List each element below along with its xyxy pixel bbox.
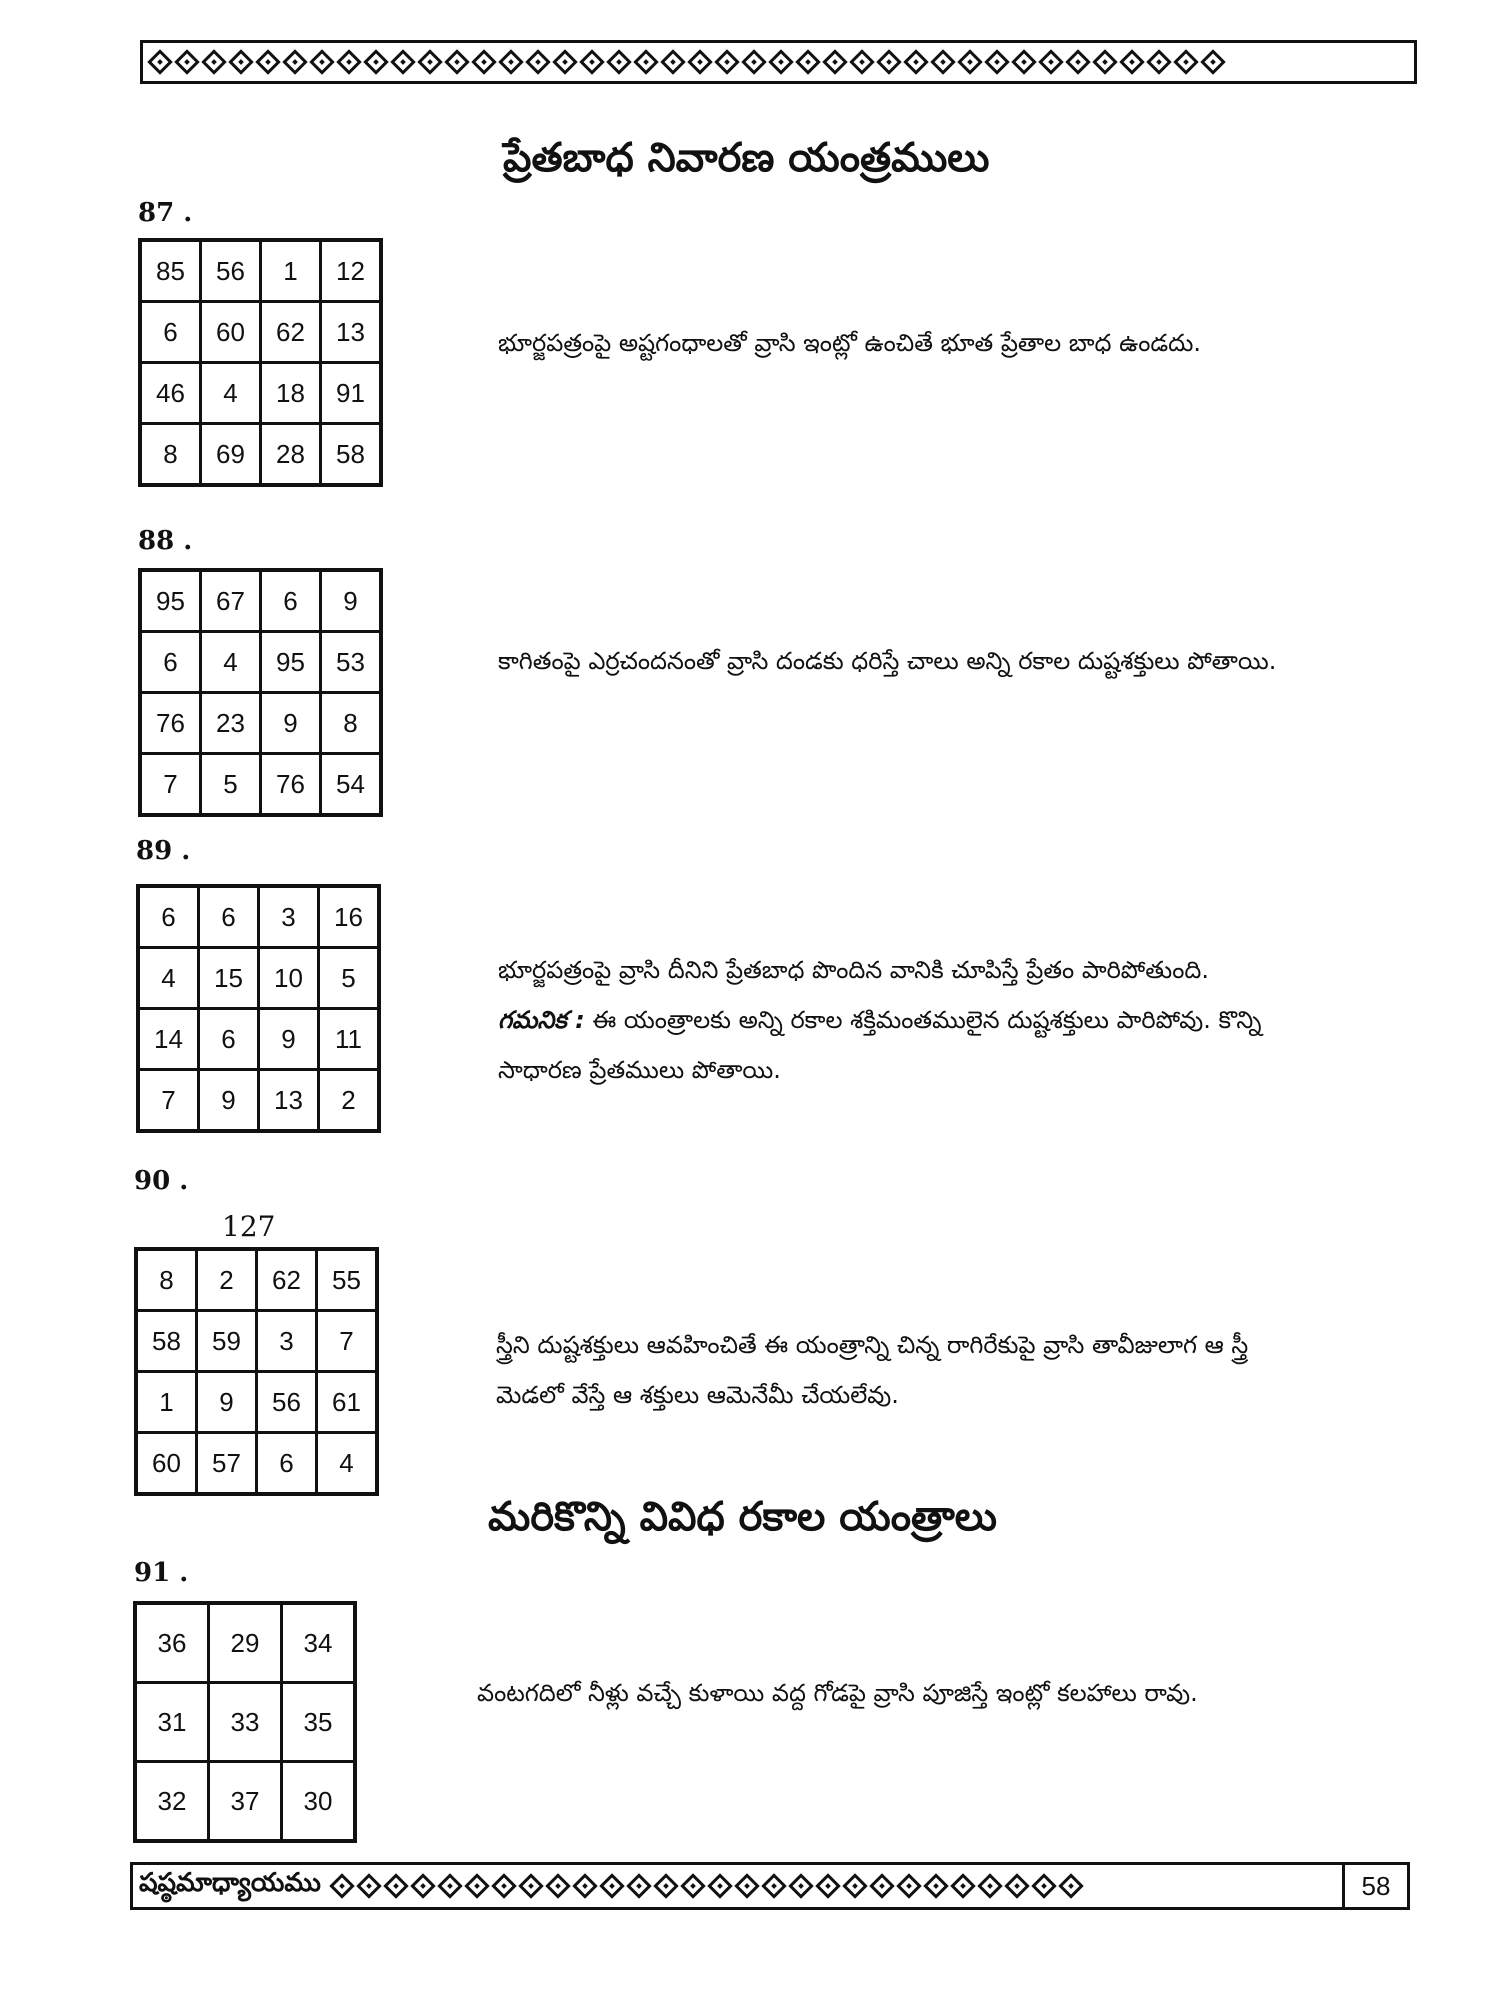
grid-cell: 69 <box>201 424 261 486</box>
footer-decorative-border <box>329 1865 1342 1907</box>
diamond-ornament <box>896 1873 921 1898</box>
diamond-ornament <box>282 49 307 74</box>
grid-cell: 23 <box>201 693 261 754</box>
grid-cell: 2 <box>197 1249 257 1311</box>
yantra-number: 88 . <box>138 526 193 556</box>
grid-cell: 1 <box>136 1372 197 1433</box>
grid-cell: 9 <box>321 570 382 632</box>
grid-cell: 29 <box>209 1603 282 1683</box>
grid-row <box>136 1433 377 1495</box>
grid-cell: 58 <box>321 424 382 486</box>
yantra-number: 89 . <box>136 836 191 866</box>
main-heading: ప్రేతబాధ నివారణ యంత్రములు <box>503 135 990 181</box>
grid-cell: 7 <box>140 754 201 816</box>
yantra-description: భూర్జపత్రంపై అష్టగంధాలతో వ్రాసి ఇంట్లో ఉంచితే భూత ప్రేతాల బాధ ఉండదు. <box>498 329 1202 357</box>
grid-cell: 5 <box>319 948 380 1009</box>
grid-row <box>136 1372 377 1433</box>
chapter-title: షష్ఠమాధ్యాయము <box>139 1868 321 1898</box>
diamond-ornament <box>977 1873 1002 1898</box>
grid-cell: 15 <box>199 948 259 1009</box>
diamond-ornament <box>498 49 523 74</box>
diamond-ornament <box>390 49 415 74</box>
diamond-ornament <box>471 49 496 74</box>
diamond-ornament <box>660 49 685 74</box>
diamond-ornament <box>930 49 955 74</box>
grid-row <box>136 1311 377 1372</box>
grid-cell: 54 <box>321 754 382 816</box>
diamond-ornament <box>1200 49 1225 74</box>
diamond-ornament <box>572 1873 597 1898</box>
note-text: ఈ యంత్రాలకు అన్ని రకాల శక్తిమంతములైన దుష్టశక్తులు పారిపోవు. కొన్ని <box>592 1006 1262 1034</box>
yantra-grid <box>134 1247 379 1496</box>
yantra-description: కాగితంపై ఎర్రచందనంతో వ్రాసి దండకు ధరిస్తే చాలు అన్ని రకాల దుష్టశక్తులు పోతాయి. <box>498 647 1277 675</box>
grid-row <box>138 1009 379 1070</box>
grid-cell: 3 <box>259 886 319 948</box>
grid-cell: 12 <box>321 240 382 302</box>
grid-cell: 95 <box>261 632 321 693</box>
diamond-ornament <box>707 1873 732 1898</box>
grid-cell: 10 <box>259 948 319 1009</box>
grid-cell: 6 <box>261 570 321 632</box>
diamond-ornament <box>1011 49 1036 74</box>
diamond-ornament <box>869 1873 894 1898</box>
diamond-ornament <box>545 1873 570 1898</box>
diamond-ornament <box>518 1873 543 1898</box>
grid-cell: 9 <box>259 1009 319 1070</box>
diamond-ornament <box>680 1873 705 1898</box>
grid-cell: 61 <box>317 1372 378 1433</box>
yantra-number: 87 . <box>138 198 193 228</box>
diamond-ornament <box>491 1873 516 1898</box>
diamond-ornament <box>687 49 712 74</box>
diamond-ornament <box>599 1873 624 1898</box>
diamond-ornament <box>147 49 172 74</box>
grid-cell: 6 <box>199 1009 259 1070</box>
diamond-ornament <box>255 49 280 74</box>
diamond-ornament <box>525 49 550 74</box>
grid-cell: 18 <box>261 363 321 424</box>
grid-cell: 4 <box>201 632 261 693</box>
diamond-ornament <box>444 49 469 74</box>
grid-row <box>140 754 381 816</box>
secondary-heading: మరికొన్ని వివిధ రకాల యంత్రాలు <box>488 1494 997 1540</box>
diamond-ornament <box>761 1873 786 1898</box>
diamond-ornament <box>356 1873 381 1898</box>
grid-row <box>140 570 381 632</box>
grid-cell: 35 <box>282 1683 356 1762</box>
diamond-ornament <box>329 1873 354 1898</box>
grid-cell: 3 <box>257 1311 317 1372</box>
diamond-ornament <box>417 49 442 74</box>
diamond-ornament <box>923 1873 948 1898</box>
diamond-ornament <box>201 49 226 74</box>
grid-cell: 67 <box>201 570 261 632</box>
top-decorative-border <box>140 40 1417 84</box>
diamond-ornament <box>741 49 766 74</box>
grid-row <box>138 1070 379 1132</box>
diamond-ornament <box>1004 1873 1029 1898</box>
diamond-ornament <box>363 49 388 74</box>
grid-row <box>138 948 379 1009</box>
grid-cell: 5 <box>201 754 261 816</box>
grid-row <box>140 363 381 424</box>
diamond-ornament <box>464 1873 489 1898</box>
note-label: గమనిక : <box>498 1006 585 1034</box>
grid-cell: 2 <box>319 1070 380 1132</box>
grid-cell: 6 <box>257 1433 317 1495</box>
grid-cell: 95 <box>140 570 201 632</box>
grid-cell: 14 <box>138 1009 199 1070</box>
diamond-ornament <box>822 49 847 74</box>
grid-cell: 76 <box>140 693 201 754</box>
diamond-ornament <box>795 49 820 74</box>
grid-cell: 6 <box>199 886 259 948</box>
grid-cell: 59 <box>197 1311 257 1372</box>
yantra-description: స్త్రీని దుష్టశక్తులు ఆవహించితే ఈ యంత్రాన్ని చిన్న రాగిరేకుపై వ్రాసి తావీజులాగ ఆ స్త్రీ మెడలో వేస్తే ఆ శక్తులు ఆమెనేమీ చేయలేవు. <box>496 1331 1249 1409</box>
grid-cell: 9 <box>199 1070 259 1132</box>
diamond-ornament <box>849 49 874 74</box>
grid-cell: 8 <box>136 1249 197 1311</box>
note-text-continued: సాధారణ ప్రేతములు పోతాయి. <box>498 1056 781 1084</box>
diamond-ornament <box>950 1873 975 1898</box>
diamond-ornament <box>957 49 982 74</box>
diamond-ornament <box>734 1873 759 1898</box>
diamond-ornament <box>633 49 658 74</box>
grid-cell: 6 <box>140 302 201 363</box>
diamond-ornament <box>383 1873 408 1898</box>
diamond-ornament <box>410 1873 435 1898</box>
diamond-ornament <box>336 49 361 74</box>
diamond-ornament <box>714 49 739 74</box>
diamond-ornament <box>842 1873 867 1898</box>
grid-row <box>138 886 379 948</box>
diamond-ornament <box>1173 49 1198 74</box>
grid-cell: 60 <box>201 302 261 363</box>
diamond-ornament <box>876 49 901 74</box>
yantra-grid <box>138 238 383 487</box>
grid-row <box>135 1603 355 1683</box>
grid-cell: 30 <box>282 1762 356 1842</box>
diamond-ornament <box>1031 1873 1056 1898</box>
grid-cell: 60 <box>136 1433 197 1495</box>
grid-cell: 6 <box>140 632 201 693</box>
yantra-description: భూర్జపత్రంపై వ్రాసి దీనిని ప్రేతబాధ పొందిన వానికి చూపిస్తే ప్రేతం పారిపోతుంది. గమనిక : ఈ యంత్రాలకు అన్ని రకాల శక్తిమంతములైన దుష్టశక్తులు పారిపోవు. కొన్ని సాధారణ ప్రేతములు పోతాయి. <box>498 945 1428 1095</box>
grid-cell: 56 <box>257 1372 317 1433</box>
grid-cell: 62 <box>261 302 321 363</box>
diamond-ornament <box>309 49 334 74</box>
grid-cell: 58 <box>136 1311 197 1372</box>
diamond-ornament <box>552 49 577 74</box>
diamond-ornament <box>768 49 793 74</box>
diamond-ornament <box>1038 49 1063 74</box>
grid-cell: 56 <box>201 240 261 302</box>
diamond-ornament <box>228 49 253 74</box>
grid-cell: 85 <box>140 240 201 302</box>
grid-cell: 13 <box>321 302 382 363</box>
yantra-grid <box>136 884 381 1133</box>
diamond-ornament <box>174 49 199 74</box>
diamond-ornament <box>903 49 928 74</box>
grid-cell: 4 <box>317 1433 378 1495</box>
footer-bar <box>130 1862 1410 1910</box>
diamond-ornament <box>984 49 1009 74</box>
diamond-ornament <box>788 1873 813 1898</box>
grid-cell: 37 <box>209 1762 282 1842</box>
diamond-ornament <box>579 49 604 74</box>
grid-cell: 4 <box>201 363 261 424</box>
grid-row <box>140 240 381 302</box>
diamond-ornament <box>653 1873 678 1898</box>
grid-row <box>135 1762 355 1842</box>
yantra-top-label: 127 <box>222 1210 276 1243</box>
grid-cell: 32 <box>135 1762 209 1842</box>
yantra-description: వంటగదిలో నీళ్లు వచ్చే కుళాయి వద్ద గోడపై వ్రాసి పూజిస్తే ఇంట్లో కలహాలు రావు. <box>477 1679 1198 1707</box>
diamond-ornament <box>1065 49 1090 74</box>
grid-cell: 33 <box>209 1683 282 1762</box>
diamond-ornament <box>1092 49 1117 74</box>
grid-cell: 55 <box>317 1249 378 1311</box>
grid-cell: 76 <box>261 754 321 816</box>
grid-cell: 11 <box>319 1009 380 1070</box>
grid-cell: 91 <box>321 363 382 424</box>
grid-cell: 62 <box>257 1249 317 1311</box>
diamond-ornament <box>626 1873 651 1898</box>
grid-cell: 13 <box>259 1070 319 1132</box>
grid-cell: 53 <box>321 632 382 693</box>
yantra-number: 90 . <box>134 1166 189 1196</box>
grid-cell: 36 <box>135 1603 209 1683</box>
diamond-ornament <box>1058 1873 1083 1898</box>
grid-row <box>140 632 381 693</box>
diamond-ornament <box>1119 49 1144 74</box>
grid-cell: 7 <box>317 1311 378 1372</box>
yantra-grid <box>133 1601 357 1843</box>
diamond-ornament <box>1146 49 1171 74</box>
grid-row <box>140 302 381 363</box>
grid-row <box>136 1249 377 1311</box>
grid-cell: 9 <box>197 1372 257 1433</box>
grid-cell: 46 <box>140 363 201 424</box>
grid-row <box>140 424 381 486</box>
grid-cell: 31 <box>135 1683 209 1762</box>
grid-cell: 1 <box>261 240 321 302</box>
diamond-ornament <box>606 49 631 74</box>
diamond-ornament <box>815 1873 840 1898</box>
grid-cell: 7 <box>138 1070 199 1132</box>
grid-row <box>135 1683 355 1762</box>
grid-cell: 8 <box>321 693 382 754</box>
grid-cell: 9 <box>261 693 321 754</box>
grid-row <box>140 693 381 754</box>
grid-cell: 16 <box>319 886 380 948</box>
grid-cell: 4 <box>138 948 199 1009</box>
yantra-grid <box>138 568 383 817</box>
grid-cell: 34 <box>282 1603 356 1683</box>
grid-cell: 6 <box>138 886 199 948</box>
page-number: 58 <box>1342 1865 1407 1907</box>
grid-cell: 57 <box>197 1433 257 1495</box>
grid-cell: 28 <box>261 424 321 486</box>
yantra-number: 91 . <box>134 1558 189 1588</box>
grid-cell: 8 <box>140 424 201 486</box>
diamond-ornament <box>437 1873 462 1898</box>
